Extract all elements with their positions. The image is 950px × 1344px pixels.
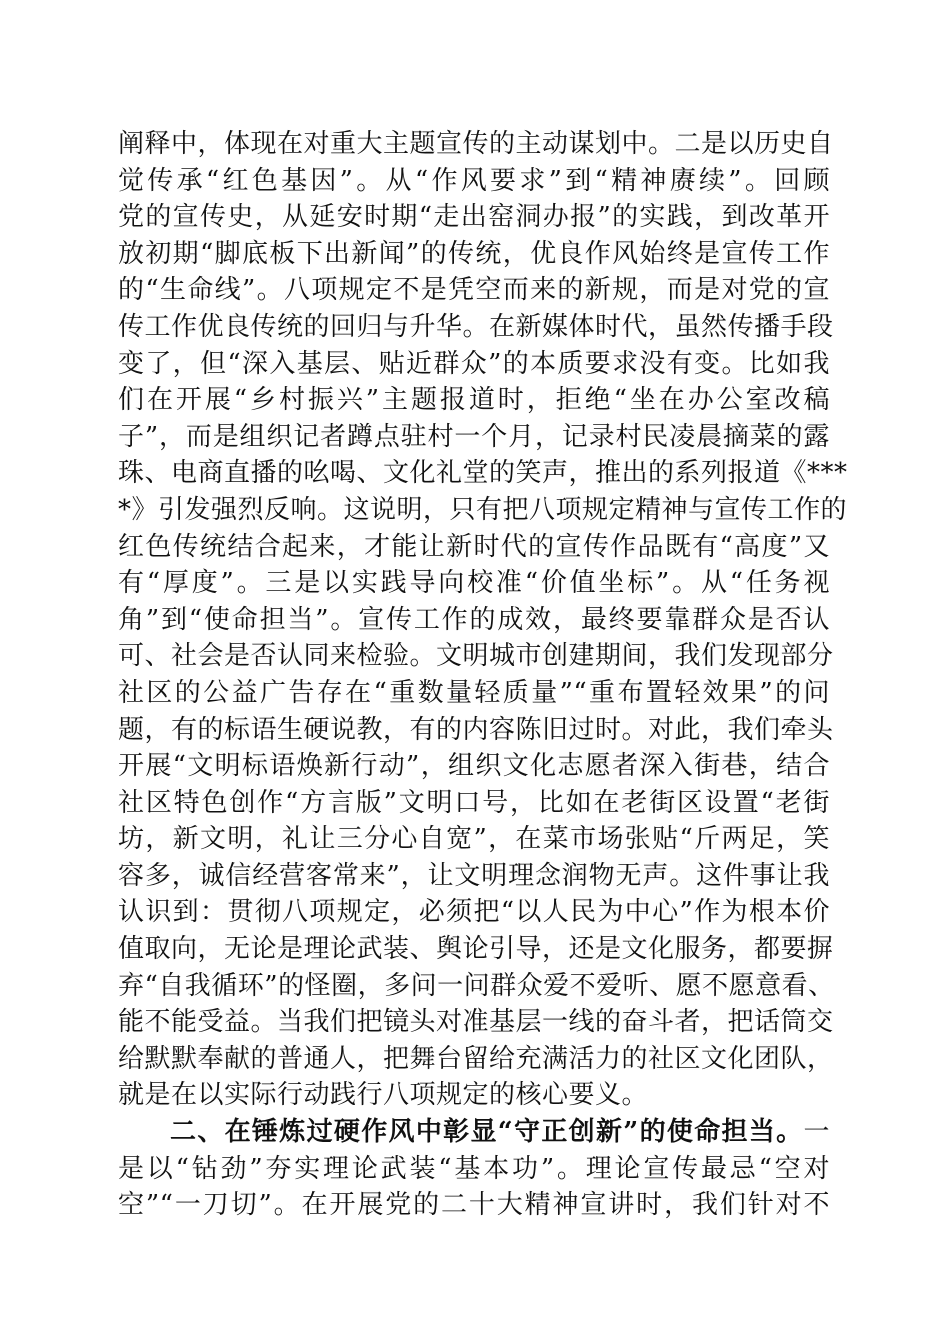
text-line: 值取向，无论是理论武装、舆论引导，还是文化服务，都要摒 — [118, 934, 834, 965]
text-line: 变了，但“深入基层、贴近群众”的本质要求没有变。比如我 — [118, 348, 830, 379]
text-line: 传工作优良传统的回归与升华。在新媒体时代，虽然传播手段 — [118, 311, 834, 342]
text-line: 珠、电商直播的吆喝、文化礼堂的笑声，推出的系列报道《*** — [118, 458, 848, 489]
text-line: 的“生命线”。八项规定不是凭空而来的新规，而是对党的宣 — [118, 275, 830, 306]
text-line: 容多，诚信经营客常来”，让文明理念润物无声。这件事让我 — [118, 860, 830, 891]
text-line: 放初期“脚底板下出新闻”的传统，优良作风始终是宣传工作 — [118, 238, 830, 269]
text-line: 可、社会是否认同来检验。文明城市创建期间，我们发现部分 — [118, 641, 834, 672]
text-line: 红色传统结合起来，才能让新时代的宣传作品既有“高度”又 — [118, 531, 830, 562]
text-line: 空”“一刀切”。在开展党的二十大精神宣讲时，我们针对不 — [118, 1190, 830, 1221]
heading-continuation: 一 — [803, 1117, 830, 1148]
text-line: 坊，新文明，礼让三分心自宽”，在菜市场张贴“斤两足，笑 — [118, 824, 830, 855]
text-line: 子”，而是组织记者蹲点驻村一个月，记录村民凌晨摘菜的露 — [118, 421, 830, 452]
text-line: 党的宣传史，从延安时期“走出窑洞办报”的实践，到改革开 — [118, 202, 830, 233]
text-line: 们在开展“乡村振兴”主题报道时，拒绝“坐在办公室改稿 — [118, 385, 830, 416]
text-line: 就是在以实际行动践行八项规定的核心要义。 — [118, 1080, 649, 1111]
text-line: *》引发强烈反响。这说明，只有把八项规定精神与宣传工作的 — [118, 494, 848, 525]
text-line: 阐释中，体现在对重大主题宣传的主动谋划中。二是以历史自 — [118, 129, 834, 159]
text-line: 社区的公益广告存在“重数量轻质量”“重布置轻效果”的问 — [118, 677, 830, 708]
section-heading: 二、在锤炼过硬作风中彰显“守正创新”的使命担当。 — [170, 1117, 804, 1148]
text-line: 有“厚度”。三是以实践导向校准“价值坐标”。从“任务视 — [118, 568, 830, 599]
text-line: 能不能受益。当我们把镜头对准基层一线的奋斗者，把话筒交 — [118, 1007, 834, 1038]
text-line: 认识到：贯彻八项规定，必须把“以人民为中心”作为根本价 — [118, 897, 830, 928]
text-line: 社区特色创作“方言版”文明口号，比如在老街区设置“老街 — [118, 787, 830, 818]
text-line: 觉传承“红色基因”。从“作风要求”到“精神赓续”。回顾 — [118, 165, 830, 196]
text-line: 题，有的标语生硬说教，有的内容陈旧过时。对此，我们牵头 — [118, 714, 834, 745]
text-line: 角”到“使命担当”。宣传工作的成效，最终要靠群众是否认 — [118, 604, 830, 635]
section-heading-line — [118, 1114, 830, 1151]
body-text — [118, 126, 848, 1224]
text-line: 给默默奉献的普通人，把舞台留给充满活力的社区文化团队， — [118, 1043, 834, 1074]
text-line: 是以“钻劲”夯实理论武装“基本功”。理论宣传最忌“空对 — [118, 1153, 830, 1184]
text-line: 弃“自我循环”的怪圈，多问一问群众爱不爱听、愿不愿意看、 — [118, 970, 835, 1001]
text-line: 开展“文明标语焕新行动”，组织文化志愿者深入街巷，结合 — [118, 751, 830, 782]
